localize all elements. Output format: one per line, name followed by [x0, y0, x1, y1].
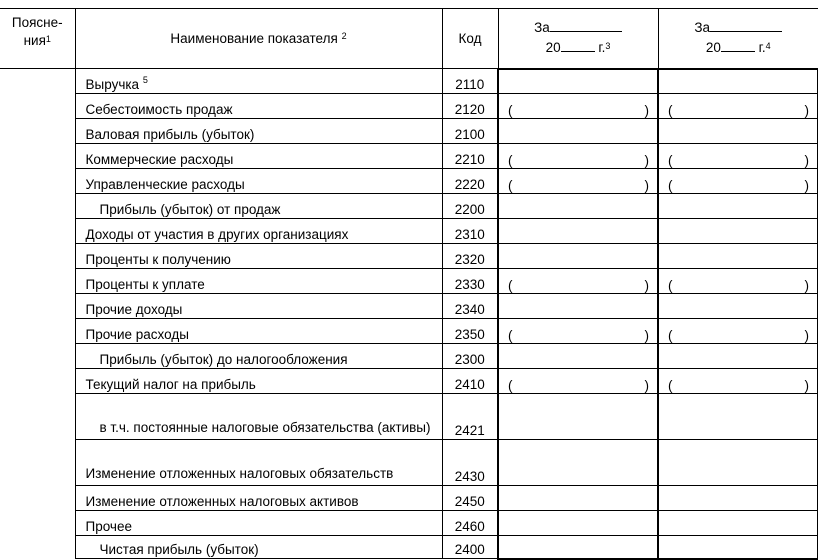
- paren-open: (: [668, 153, 673, 168]
- indicator-label: Управленческие расходы: [85, 177, 245, 192]
- paren-close: ): [804, 278, 809, 293]
- paren-close: ): [644, 153, 649, 168]
- line-code: 2100: [442, 119, 498, 144]
- indicator-label: Текущий налог на прибыль: [85, 377, 256, 392]
- indicator-name: [75, 219, 442, 244]
- table-row: [0, 144, 818, 169]
- header-notes-label: Поясне- ния: [11, 15, 63, 48]
- period2-sup: 4: [765, 41, 771, 52]
- header-period-2: [658, 9, 818, 69]
- value-cell-period-2[interactable]: [658, 486, 818, 511]
- table-row: [0, 319, 818, 344]
- indicator-label: Чистая прибыль (убыток): [99, 542, 259, 557]
- table-row: [0, 244, 818, 269]
- header-indicator-label: Наименование показателя: [170, 31, 338, 46]
- value-cell-period-2[interactable]: [658, 169, 818, 194]
- parenthesized-value: [499, 178, 657, 193]
- line-code: 2320: [442, 244, 498, 269]
- value-cell-period-2[interactable]: [658, 244, 818, 269]
- paren-close: ): [804, 178, 809, 193]
- paren-open: (: [508, 328, 513, 343]
- value-cell-period-1[interactable]: [498, 344, 658, 369]
- table-row: [0, 511, 818, 536]
- indicator-name: [75, 269, 442, 294]
- table-row: [0, 440, 818, 486]
- period2-year-suffix: г.: [758, 40, 766, 56]
- value-cell-period-2[interactable]: [658, 369, 818, 394]
- notes-cell[interactable]: [0, 344, 75, 369]
- parenthesized-value: [499, 328, 657, 343]
- indicator-label: Изменение отложенных налоговых активов: [85, 494, 359, 509]
- notes-cell[interactable]: [0, 219, 75, 244]
- line-code: 2460: [442, 511, 498, 536]
- notes-cell[interactable]: [0, 94, 75, 119]
- notes-cell[interactable]: [0, 294, 75, 319]
- header-notes: [0, 9, 75, 69]
- indicator-name: [75, 319, 442, 344]
- period1-prefix: За: [534, 20, 550, 36]
- parenthesized-value: [499, 378, 657, 393]
- paren-close: ): [804, 103, 809, 118]
- line-code: 2340: [442, 294, 498, 319]
- notes-cell[interactable]: [0, 511, 75, 536]
- value-cell-period-2[interactable]: [658, 319, 818, 344]
- value-cell-period-1[interactable]: [498, 244, 658, 269]
- notes-cell[interactable]: [0, 486, 75, 511]
- table-row: [0, 94, 818, 119]
- indicator-name: [75, 369, 442, 394]
- paren-close: ): [804, 378, 809, 393]
- income-statement-table: [0, 8, 818, 560]
- indicator-label: Валовая прибыль (убыток): [85, 127, 255, 142]
- value-cell-period-2[interactable]: [658, 119, 818, 144]
- notes-cell[interactable]: [0, 394, 75, 440]
- table-row: [0, 294, 818, 319]
- line-code: 2330: [442, 269, 498, 294]
- period2-blank[interactable]: [710, 18, 782, 32]
- indicator-name: [75, 144, 442, 169]
- value-cell-period-1[interactable]: [498, 269, 658, 294]
- paren-close: ): [804, 328, 809, 343]
- table-row: [0, 269, 818, 294]
- value-cell-period-2[interactable]: [658, 269, 818, 294]
- period2-prefix: За: [694, 20, 711, 36]
- line-code: 2220: [442, 169, 498, 194]
- value-cell-period-2[interactable]: [658, 536, 818, 559]
- indicator-name: [75, 294, 442, 319]
- value-cell-period-2[interactable]: [658, 94, 818, 119]
- table-row: [0, 536, 818, 559]
- indicator-name: [75, 486, 442, 511]
- value-cell-period-2[interactable]: [658, 440, 818, 486]
- value-cell-period-2[interactable]: [658, 511, 818, 536]
- header-notes-sup: 1: [45, 34, 51, 44]
- value-cell-period-2[interactable]: [658, 344, 818, 369]
- value-cell-period-1[interactable]: [498, 511, 658, 536]
- indicator-name: [75, 194, 442, 219]
- parenthesized-value: [659, 378, 817, 393]
- value-cell-period-2[interactable]: [658, 294, 818, 319]
- value-cell-period-1[interactable]: [498, 486, 658, 511]
- indicator-name: [75, 511, 442, 536]
- parenthesized-value: [499, 278, 657, 293]
- paren-open: (: [508, 378, 513, 393]
- value-cell-period-2[interactable]: [658, 394, 818, 440]
- line-code: 2200: [442, 194, 498, 219]
- paren-open: (: [668, 278, 673, 293]
- indicator-name: [75, 344, 442, 369]
- notes-cell[interactable]: [0, 440, 75, 486]
- value-cell-period-1[interactable]: [498, 440, 658, 486]
- notes-cell[interactable]: [0, 169, 75, 194]
- table-row: [0, 169, 818, 194]
- period1-sup: 3: [605, 41, 611, 52]
- period2-year-blank[interactable]: [721, 38, 755, 52]
- paren-close: ): [644, 278, 649, 293]
- paren-close: ): [644, 328, 649, 343]
- header-period-1: [498, 9, 658, 69]
- value-cell-period-1[interactable]: [498, 144, 658, 169]
- value-cell-period-2[interactable]: [658, 219, 818, 244]
- indicator-name: [75, 169, 442, 194]
- paren-open: (: [668, 178, 673, 193]
- value-cell-period-1[interactable]: [498, 394, 658, 440]
- table-row: [0, 486, 818, 511]
- indicator-label: в т.ч. постоянные налоговые обязательства (активы): [99, 420, 431, 435]
- value-cell-period-1[interactable]: [498, 319, 658, 344]
- table-row: [0, 219, 818, 244]
- header-indicator-sup: 2: [341, 31, 347, 41]
- paren-close: ): [644, 178, 649, 193]
- table-row: [0, 369, 818, 394]
- indicator-label: Проценты к уплате: [85, 277, 205, 292]
- table-row: [0, 394, 818, 440]
- parenthesized-value: [499, 153, 657, 168]
- value-cell-period-1[interactable]: [498, 94, 658, 119]
- indicator-label: Прибыль (убыток) от продаж: [99, 202, 281, 217]
- line-code: 2421: [442, 394, 498, 440]
- notes-cell[interactable]: [0, 269, 75, 294]
- value-cell-period-2[interactable]: [658, 194, 818, 219]
- indicator-name: [75, 440, 442, 486]
- indicator-name: [75, 536, 442, 559]
- line-code: 2430: [442, 440, 498, 486]
- line-code: 2450: [442, 486, 498, 511]
- notes-cell[interactable]: [0, 144, 75, 169]
- line-code: 2300: [442, 344, 498, 369]
- table-row: [0, 194, 818, 219]
- value-cell-period-2[interactable]: [658, 69, 818, 94]
- parenthesized-value: [659, 103, 817, 118]
- indicator-label: Выручка: [85, 77, 140, 92]
- paren-open: (: [508, 153, 513, 168]
- indicator-label: Прибыль (убыток) до налогообложения: [99, 352, 348, 367]
- value-cell-period-1[interactable]: [498, 294, 658, 319]
- paren-close: ): [644, 378, 649, 393]
- notes-cell[interactable]: [0, 244, 75, 269]
- indicator-name: [75, 94, 442, 119]
- header-code-label: Код: [458, 31, 482, 46]
- value-cell-period-2[interactable]: [658, 144, 818, 169]
- paren-open: (: [668, 103, 673, 118]
- indicator-name: [75, 244, 442, 269]
- indicator-label: Изменение отложенных налоговых обязательств: [85, 466, 394, 481]
- indicator-label: Себестоимость продаж: [85, 102, 233, 117]
- indicator-label: Коммерческие расходы: [85, 152, 234, 167]
- value-cell-period-1[interactable]: [498, 119, 658, 144]
- parenthesized-value: [659, 178, 817, 193]
- table-row: [0, 344, 818, 369]
- table-row: [0, 119, 818, 144]
- header-indicator-name: [75, 9, 442, 69]
- table-row: [0, 69, 818, 94]
- notes-cell[interactable]: [0, 194, 75, 219]
- indicator-label: Прочие расходы: [85, 327, 189, 342]
- value-cell-period-1[interactable]: [498, 69, 658, 94]
- line-code: 2310: [442, 219, 498, 244]
- line-code: 2120: [442, 94, 498, 119]
- indicator-label: Прочие доходы: [85, 302, 183, 317]
- parenthesized-value: [499, 103, 657, 118]
- notes-cell[interactable]: [0, 119, 75, 144]
- line-code: 2350: [442, 319, 498, 344]
- period2-year-prefix: 20: [705, 40, 721, 56]
- indicator-sup: 5: [142, 75, 148, 85]
- period1-year-prefix: 20: [545, 40, 561, 56]
- period1-year-suffix: г.: [598, 40, 606, 56]
- line-code: 2210: [442, 144, 498, 169]
- paren-open: (: [668, 328, 673, 343]
- line-code: 2400: [442, 536, 498, 559]
- header-row: [0, 9, 818, 69]
- indicator-name: [75, 394, 442, 440]
- indicator-label: Проценты к получению: [85, 252, 231, 267]
- line-code: 2410: [442, 369, 498, 394]
- notes-cell[interactable]: [0, 369, 75, 394]
- notes-cell[interactable]: [0, 536, 75, 559]
- paren-close: ): [644, 103, 649, 118]
- parenthesized-value: [659, 328, 817, 343]
- value-cell-period-1[interactable]: [498, 194, 658, 219]
- period1-year-blank[interactable]: [561, 38, 595, 52]
- indicator-label: Прочее: [85, 519, 132, 534]
- paren-close: ): [804, 153, 809, 168]
- value-cell-period-1[interactable]: [498, 169, 658, 194]
- value-cell-period-1[interactable]: [498, 369, 658, 394]
- notes-cell[interactable]: [0, 69, 75, 94]
- paren-open: (: [668, 378, 673, 393]
- notes-cell[interactable]: [0, 319, 75, 344]
- indicator-name: [75, 119, 442, 144]
- indicator-label: Доходы от участия в других организациях: [85, 227, 349, 242]
- parenthesized-value: [659, 153, 817, 168]
- parenthesized-value: [659, 278, 817, 293]
- indicator-name: [75, 69, 442, 94]
- paren-open: (: [508, 178, 513, 193]
- paren-open: (: [508, 103, 513, 118]
- value-cell-period-1[interactable]: [498, 219, 658, 244]
- value-cell-period-1[interactable]: [498, 536, 658, 559]
- period1-blank[interactable]: [550, 18, 622, 32]
- header-code: [442, 9, 498, 69]
- line-code: 2110: [442, 69, 498, 94]
- paren-open: (: [508, 278, 513, 293]
